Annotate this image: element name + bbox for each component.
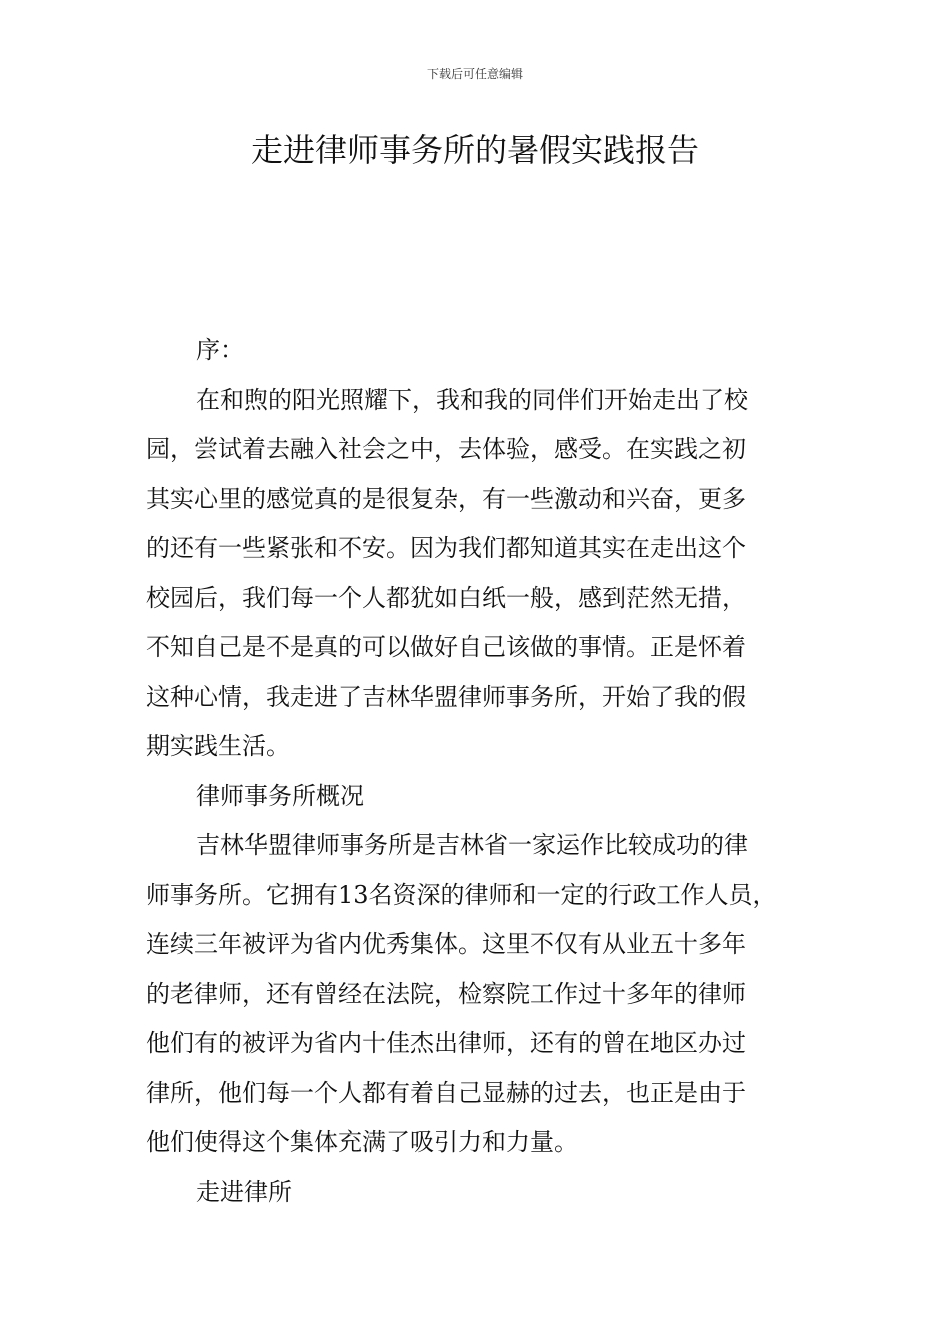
text-line: 这种心情，我走进了吉林华盟律师事务所，开始了我的假 xyxy=(146,682,746,711)
text-line: 校园后，我们每一个人都犹如白纸一般，感到茫然无措， xyxy=(146,583,746,612)
enter-firm-heading xyxy=(146,1168,810,1218)
text-line: 的老律师，还有曾经在法院，检察院工作过十多年的律师 xyxy=(146,979,746,1008)
text-line: 吉林华盟律师事务所是吉林省一家运作比较成功的律 xyxy=(196,831,748,859)
text-line: 律师事务所概况 xyxy=(196,781,364,810)
text-line: 他们有的被评为省内十佳杰出律师，还有的曾在地区办过 xyxy=(146,1029,746,1057)
paragraph-overview xyxy=(146,821,810,1168)
text-line: 期实践生活。 xyxy=(146,732,290,760)
preface-heading xyxy=(146,326,810,376)
text-line: 序： xyxy=(196,336,244,364)
paragraph-preface xyxy=(146,376,810,772)
overview-heading xyxy=(146,772,810,822)
header-note: 下载后可任意编辑 xyxy=(426,67,523,81)
text-line: 走进律所 xyxy=(196,1177,292,1206)
document-body xyxy=(146,326,810,1217)
document-title: 走进律师事务所的暑假实践报告 xyxy=(250,131,699,169)
text-line: 师事务所。它拥有13名资深的律师和一定的行政工作人员， xyxy=(146,880,777,909)
text-line: 园，尝试着去融入社会之中，去体验，感受。在实践之初 xyxy=(146,435,746,463)
text-line: 他们使得这个集体充满了吸引力和力量。 xyxy=(146,1128,578,1156)
text-line: 连续三年被评为省内优秀集体。这里不仅有从业五十多年 xyxy=(146,930,746,958)
text-line: 律所，他们每一个人都有着自己显赫的过去，也正是由于 xyxy=(146,1078,746,1107)
text-line: 不知自己是不是真的可以做好自己该做的事情。正是怀着 xyxy=(146,633,746,661)
text-line: 在和煦的阳光照耀下，我和我的同伴们开始走出了校 xyxy=(196,385,748,414)
text-line: 其实心里的感觉真的是很复杂，有一些激动和兴奋，更多 xyxy=(146,484,746,513)
text-line: 的还有一些紧张和不安。因为我们都知道其实在走出这个 xyxy=(146,534,746,562)
